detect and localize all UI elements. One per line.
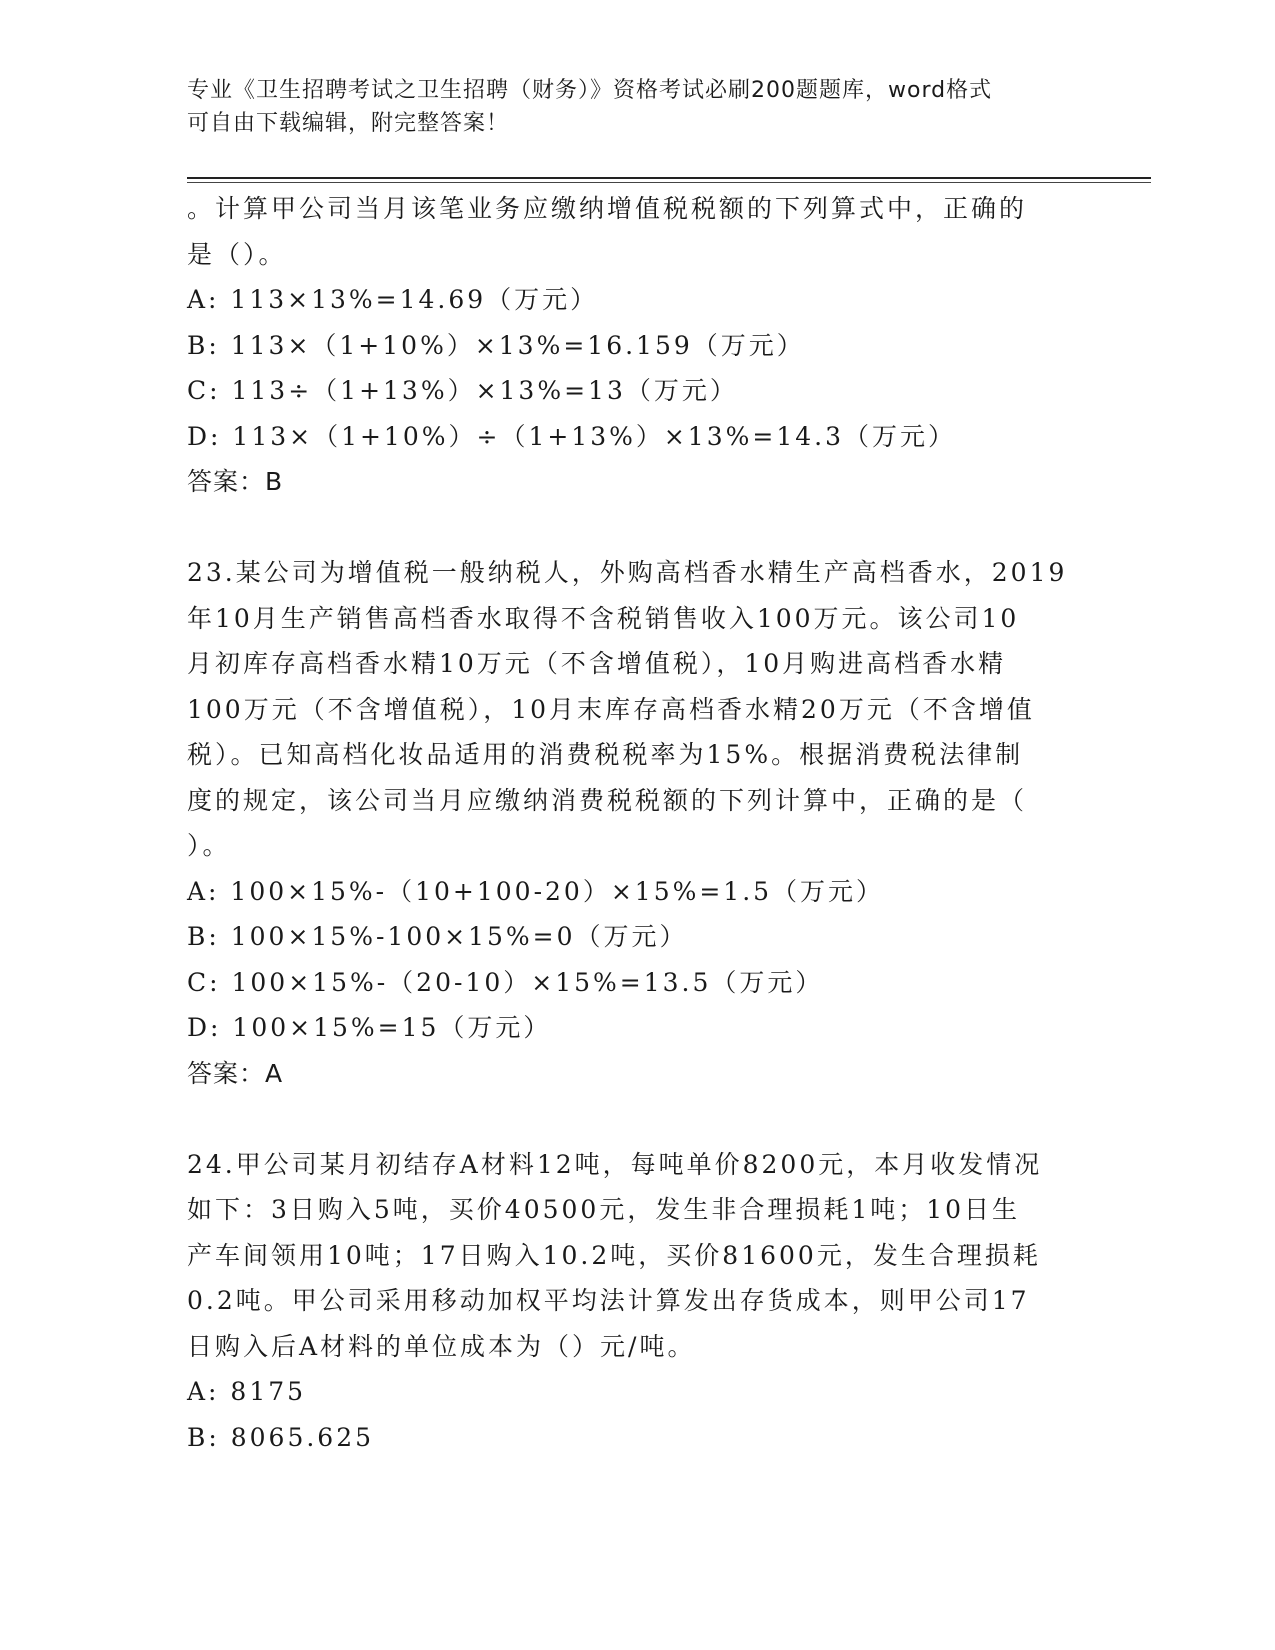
- option-c: C: 100×15%-（20-10）×15%=13.5（万元）: [187, 967, 824, 997]
- spacer: [187, 1096, 1087, 1142]
- option-a: A: 8175: [187, 1377, 307, 1406]
- question-text-line: 产车间领用10吨；17日购入10.2吨，买价81600元，发生合理损耗: [187, 1240, 1041, 1270]
- header-line-1: 专业《卫生招聘考试之卫生招聘（财务）》资格考试必刷200题题库，word格式: [187, 78, 993, 103]
- option-d: D: 113×（1+10%）÷（1+13%）×13%=14.3（万元）: [187, 421, 956, 451]
- question-text-line: 100万元（不含增值税），10月末库存高档香水精20万元（不含增值: [187, 694, 1035, 724]
- answer-label: 答案：A: [187, 1058, 284, 1088]
- question-text-line: 。计算甲公司当月该笔业务应缴纳增值税税额的下列算式中，正确的: [187, 194, 1028, 223]
- question-text-line: 税）。已知高档化妆品适用的消费税税率为15%。根据消费税法律制: [187, 740, 1024, 769]
- question-22: [187, 186, 1087, 505]
- header-divider: [187, 177, 1151, 179]
- document-header: [187, 74, 1067, 140]
- question-text-line: 是（）。: [187, 239, 287, 269]
- answer-label: 答案：B: [187, 467, 284, 496]
- question-text-line: 日购入后A材料的单位成本为（）元/吨。: [187, 1331, 696, 1361]
- option-d: D: 100×15%=15（万元）: [187, 1013, 552, 1042]
- question-text-line: 0.2吨。甲公司采用移动加权平均法计算发出存货成本，则甲公司17: [187, 1286, 1030, 1315]
- option-b: B: 100×15%-100×15%=0（万元）: [187, 922, 688, 951]
- question-text-line: 年10月生产销售高档香水取得不含税销售收入100万元。该公司10: [187, 603, 1020, 633]
- option-c: C: 113÷（1+13%）×13%=13（万元）: [187, 376, 738, 405]
- header-divider-thin: [187, 182, 1151, 183]
- option-b: B: 113×（1+10%）×13%=16.159（万元）: [187, 330, 805, 360]
- question-23: [187, 550, 1087, 1096]
- question-24: [187, 1142, 1087, 1461]
- spacer: [187, 505, 1087, 551]
- option-a: A: 113×13%=14.69（万元）: [187, 285, 599, 314]
- document-body: [187, 186, 1087, 1460]
- option-b: B: 8065.625: [187, 1422, 375, 1452]
- question-text-line: 月初库存高档香水精10万元（不含增值税），10月购进高档香水精: [187, 649, 1007, 678]
- question-text-line: ）。: [187, 831, 231, 860]
- option-a: A: 100×15%-（10+100-20）×15%=1.5（万元）: [187, 876, 885, 906]
- question-text-line: 24.甲公司某月初结存A材料12吨，每吨单价8200元，本月收发情况: [187, 1149, 1043, 1179]
- question-text-line: 如下：3日购入5吨，买价40500元，发生非合理损耗1吨；10日生: [187, 1195, 1021, 1224]
- header-line-2: 可自由下载编辑，附完整答案！: [187, 111, 510, 136]
- question-text-line: 23.某公司为增值税一般纳税人，外购高档香水精生产高档香水，2019: [187, 558, 1068, 587]
- question-text-line: 度的规定，该公司当月应缴纳消费税税额的下列计算中，正确的是（: [187, 785, 1028, 815]
